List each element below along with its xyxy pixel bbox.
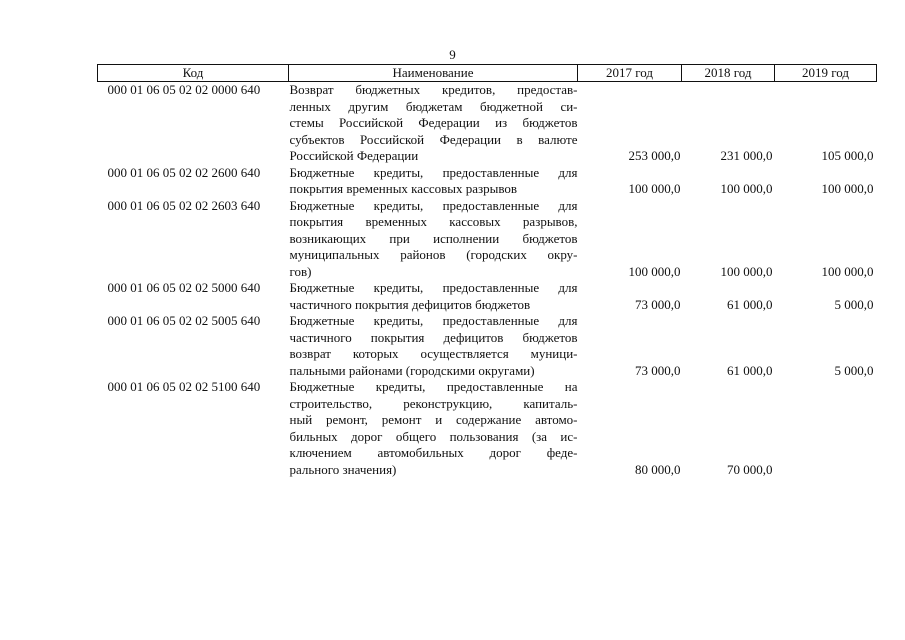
amount-2019: [775, 379, 877, 478]
budget-item-name: [289, 82, 578, 165]
budget-code: 000 01 06 05 02 02 5100 640: [107, 379, 261, 394]
table-row: [98, 198, 877, 281]
budget-item-name: [289, 165, 578, 198]
amount-2019: 100 000,0: [821, 263, 874, 279]
page-number: 9: [449, 47, 456, 62]
budget-item-name-line: стемы Российской Федерации из бюджетов: [289, 115, 578, 130]
budget-item-name-line: строительство, реконструкцию, капиталь-: [289, 395, 578, 411]
table-row: [98, 82, 877, 165]
amount-2018: 61 000,0: [727, 362, 773, 378]
budget-code: 000 01 06 05 02 02 5005 640: [107, 313, 261, 328]
column-header-name: Наименование: [289, 65, 578, 82]
table-row: [98, 280, 877, 313]
amount-2017: 73 000,0: [635, 296, 681, 312]
budget-item-name-line: пальными районами (городскими округами): [289, 362, 535, 378]
budget-item-name-line: покрытия временных кассовых разрывов,: [289, 214, 578, 229]
budget-item-name-line: ленных другим бюджетам бюджетной си-: [289, 98, 578, 114]
budget-item-name-line: рального значения): [289, 461, 397, 477]
budget-code: 000 01 06 05 02 02 5000 640: [107, 280, 261, 295]
budget-item-name-line: Бюджетные кредиты, предоставленные на: [289, 379, 578, 394]
table-row: [98, 379, 877, 478]
budget-item-name-line: возврат которых осуществляется муници-: [289, 346, 578, 361]
amount-2017: 100 000,0: [628, 181, 681, 196]
budget-item-name: [289, 313, 578, 379]
amount-2019: 100 000,0: [821, 181, 874, 196]
amount-2018: 61 000,0: [727, 296, 773, 312]
budget-item-name-line: частичного покрытия дефицитов бюджетов: [289, 296, 531, 312]
budget-code: 000 01 06 05 02 02 2600 640: [107, 164, 261, 180]
budget-item-name-line: возникающих при исполнении бюджетов: [289, 230, 578, 246]
budget-item-name-line: Бюджетные кредиты, предоставленные для: [289, 313, 578, 328]
amount-2018: 100 000,0: [720, 263, 773, 279]
column-header-2018: 2018 год: [682, 65, 775, 82]
budget-item-name: [289, 379, 578, 478]
budget-item-name-line: бильных дорог общего пользования (за ис-: [289, 428, 578, 444]
amount-2018: 70 000,0: [727, 461, 773, 477]
budget-table: [97, 64, 877, 478]
budget-item-name: [289, 280, 578, 313]
budget-item-name: [289, 198, 578, 281]
amount-2018: 231 000,0: [720, 148, 773, 163]
table-row: [98, 165, 877, 198]
amount-2017: 80 000,0: [635, 461, 681, 477]
column-header-2019: 2019 год: [775, 65, 877, 82]
budget-item-name-line: Бюджетные кредиты, предоставленные для: [289, 280, 578, 295]
budget-item-name-line: частичного покрытия дефицитов бюджетов: [289, 329, 578, 345]
budget-item-name-line: субъектов Российской Федерации в валюте: [289, 131, 578, 147]
amount-2017: 73 000,0: [635, 362, 681, 378]
table-body: [98, 82, 877, 479]
budget-item-name-line: Российской Федерации: [289, 148, 419, 163]
amount-2019: 5 000,0: [834, 296, 874, 312]
budget-item-name-line: гов): [289, 263, 312, 279]
budget-item-name-line: ный ремонт, ремонт и содержание автомо-: [289, 412, 578, 427]
table-row: [98, 313, 877, 379]
budget-code: 000 01 06 05 02 02 2603 640: [107, 197, 261, 213]
budget-item-name-line: покрытия временных кассовых разрывов: [289, 181, 518, 196]
amount-2019: 5 000,0: [834, 362, 874, 378]
budget-item-name-line: муниципальных районов (городских окру-: [289, 247, 578, 262]
budget-code: 000 01 06 05 02 02 0000 640: [107, 82, 261, 97]
budget-item-name-line: Бюджетные кредиты, предоставленные для: [289, 197, 578, 213]
budget-item-name-line: ключением автомобильных дорог феде-: [289, 445, 578, 460]
column-header-2017: 2017 год: [578, 65, 682, 82]
table-header-row: [98, 65, 877, 82]
amount-2018: 100 000,0: [720, 181, 773, 196]
budget-item-name-line: Бюджетные кредиты, предоставленные для: [289, 164, 578, 180]
amount-2017: 253 000,0: [628, 148, 681, 163]
budget-item-name-line: Возврат бюджетных кредитов, предостав-: [289, 82, 578, 97]
column-header-code: Код: [98, 65, 289, 82]
amount-2019: 105 000,0: [821, 148, 874, 163]
amount-2017: 100 000,0: [628, 263, 681, 279]
